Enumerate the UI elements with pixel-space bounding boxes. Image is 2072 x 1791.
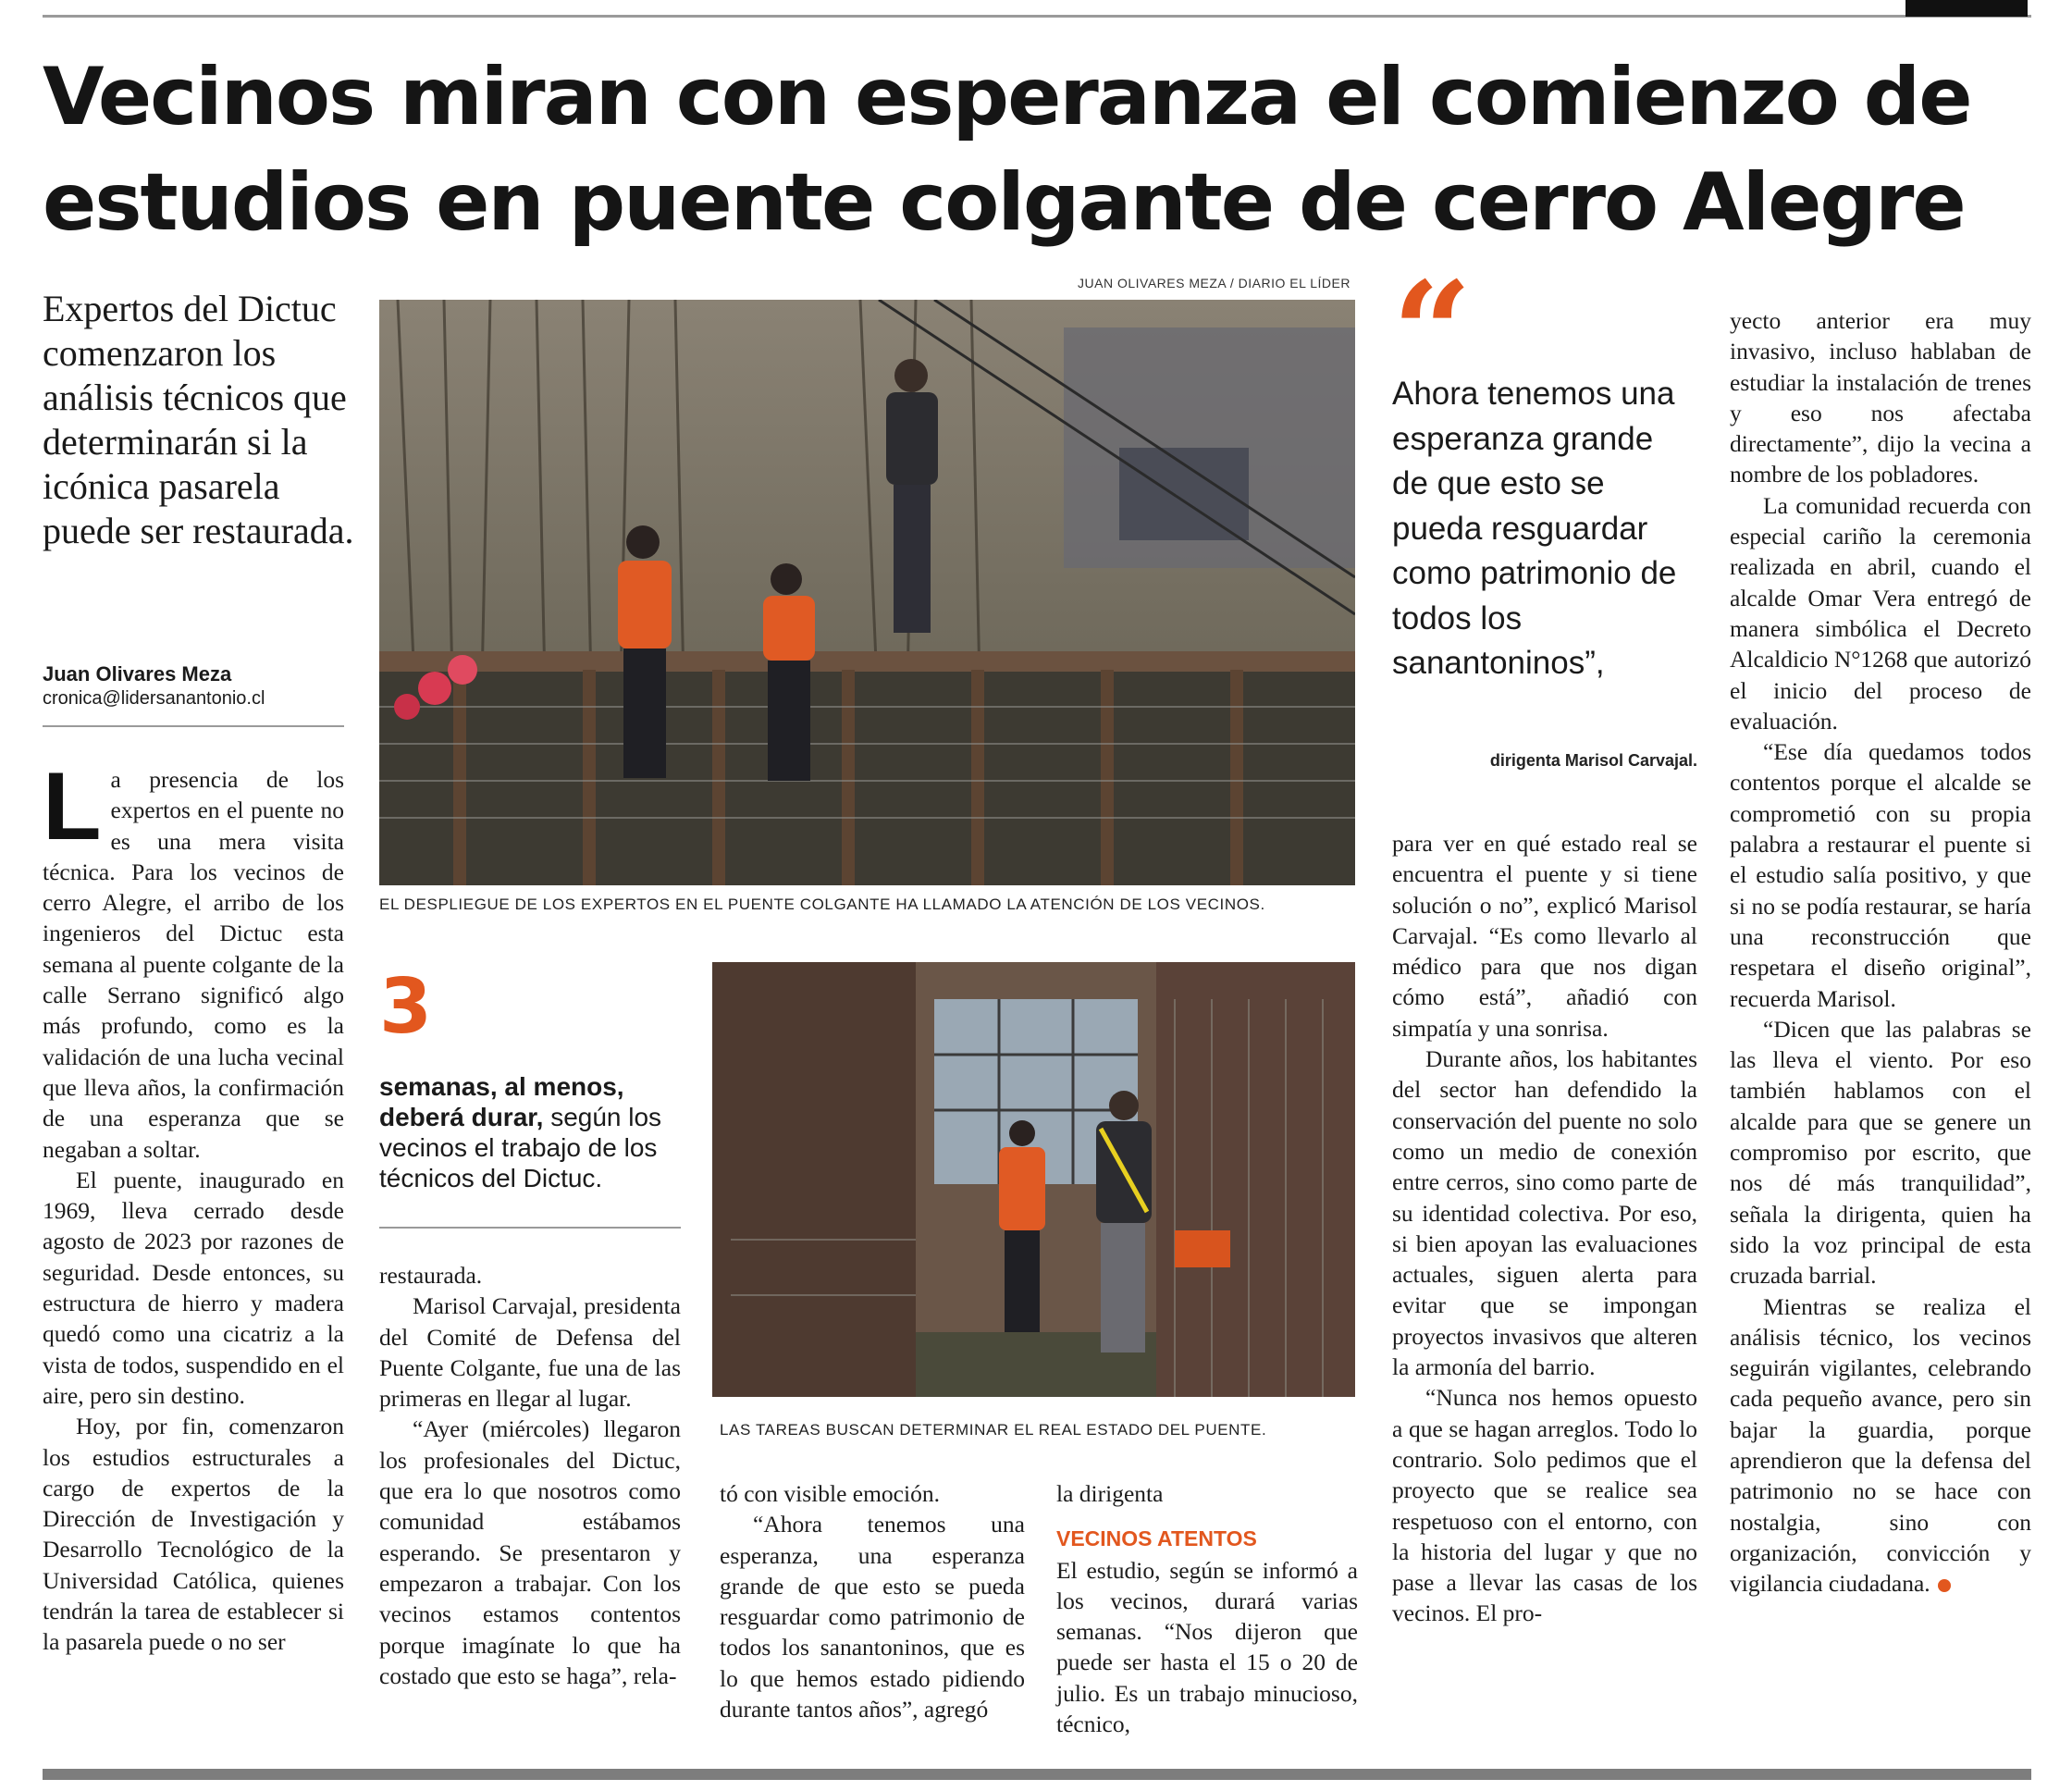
paragraph: “Ahora tenemos una esperanza, una esperanza grande de que esto se pueda resguardar como patrimonio de todos los sanantoninos, que es lo que hemos estado pidiendo durante tantos años”, agregó xyxy=(720,1511,1025,1723)
pull-quote: Ahora tenemos una esperanza grande de que esto se pueda resguardar como patrimonio de todos los sanantoninos”, xyxy=(1392,376,1677,681)
drop-cap: L xyxy=(43,753,102,860)
body-column-6 xyxy=(1730,305,2031,1599)
headline-line-2: estudios en puente colgante de cerro Alegre xyxy=(43,156,1965,249)
stat-description xyxy=(379,1071,675,1193)
photo-caption-1: EL DESPLIEGUE DE LOS EXPERTOS EN EL PUENTE COLGANTE HA LLAMADO LA ATENCIÓN DE LOS VECINOS. xyxy=(379,896,1265,913)
photo-caption-2: LAS TAREAS BUSCAN DETERMINAR EL REAL ESTADO DEL PUENTE. xyxy=(720,1421,1267,1439)
deck: Expertos del Dictuc comenzaron los análisis técnicos que determinarán si la icónica pasarela puede ser restaurada. xyxy=(43,288,354,551)
body-column-3 xyxy=(720,1478,1025,1724)
alley-photo xyxy=(712,962,1355,1397)
paragraph: La presencia de los expertos en el puente no es una mera visita técnica. Para los vecinos de cerro Alegre, el arribo de los ingenieros del Dictuc esta semana al puente colgante de la calle Serrano significó algo más profundo, como es la validación de una lucha vecinal que lleva años, la confirmación de una esperanza que se negaban a soltar. xyxy=(43,753,344,1163)
alley-photo-illustration xyxy=(712,962,1355,1397)
paragraph: tó con visible emoción. xyxy=(720,1480,940,1507)
top-rule xyxy=(43,15,2031,18)
paragraph: El estudio, según se informó a los vecinos, durará varias semanas. “Nos dijeron que puede ser hasta el 15 o 20 de julio. Es un trabajo minucioso, técnico, xyxy=(1056,1556,1358,1738)
stat-bold: semanas, al menos, deberá durar, xyxy=(379,1072,624,1131)
section-tab xyxy=(1906,0,2028,17)
paragraph: Mientras se realiza el análisis técnico, los vecinos seguirán vigilantes, celebrando cada pequeño avance, pero sin bajar la guardia, porque aprendieron que la defensa del patrimonio no se hace con nostalgia, sino con organización, convicción y vigilancia ciudadana. xyxy=(1730,1292,2031,1598)
bridge-photo xyxy=(379,300,1355,885)
stat-rest: según los vecinos el trabajo de los técnicos del Dictuc. xyxy=(379,1103,662,1192)
paragraph: “Ayer (miércoles) llegaron los profesionales del Dictuc, que era lo que nosotros como comunidad estábamos esperando. Se presentaron y empezaron a trabajar. Con los vecinos estamos contentos porque imagínate lo que ha costado que esto se haga”, rela- xyxy=(379,1415,681,1689)
bridge-photo-illustration xyxy=(379,300,1355,885)
paragraph: la dirigenta xyxy=(1056,1480,1164,1507)
quote-attribution: dirigenta Marisol Carvajal. xyxy=(1489,751,1697,770)
paragraph: yecto anterior era muy invasivo, incluso hablaban de estudiar la instalación de trenes y eso nos afectaba directamente”, dijo la vecina a nombre de los pobladores. xyxy=(1730,307,2031,488)
end-mark-icon xyxy=(1938,1579,1951,1592)
byline-divider xyxy=(43,725,344,727)
paragraph: para ver en qué estado real se encuentra el puente y si tiene solución o no”, explicó Marisol Carvajal. “Es como llevarlo al médico para que nos digan cómo está”, añadió con simpatía y una sonrisa. xyxy=(1392,830,1697,1042)
paragraph: “Ese día quedamos todos contentos porque el alcalde se comprometió con su propia palabra a restaurar el puente si el estudio salía positivo, y que si no se podía restaurar, se haría una reconstrucción que respetara el diseño original”, recuerda Marisol. xyxy=(1730,738,2031,1012)
paragraph: “Nunca nos hemos opuesto a que se hagan arreglos. Todo lo contrario. Solo pedimos que el proyecto que se realice sea respetuoso con el entorno, con la historia del lugar y que no pase a llevar las casas de los vecinos. El pro- xyxy=(1392,1384,1697,1627)
subhead: VECINOS ATENTOS xyxy=(1056,1526,1257,1551)
body-column-1 xyxy=(43,753,344,1658)
paragraph: Durante años, los habitantes del sector han defendido la conservación del puente no solo como un medio de conexión entre cerros, sino como parte de su identidad colectiva. Por eso, si bien apoyan las evaluaciones actuales, siguen alerta para evitar que se impongan proyectos invasivos que alteren la armonía del barrio. xyxy=(1392,1045,1697,1381)
paragraph: La comunidad recuerda con especial cariño la ceremonia realizada en abril, cuando el alcalde Omar Vera entregó de manera simbólica el Decreto Alcaldicio N°1268 que autorizó el inicio del proceso de evaluación. xyxy=(1730,491,2031,735)
photo-credit: JUAN OLIVARES MEZA / DIARIO EL LÍDER xyxy=(1078,276,1350,290)
paragraph: Hoy, por fin, comenzaron los estudios estructurales a cargo de expertos de la Dirección de Investigación y Desarrollo Tecnológico de la Universidad Católica, quienes tendrán la tarea de establecer si la pasarela puede o no ser xyxy=(43,1413,344,1656)
body-column-2 xyxy=(379,1260,681,1691)
quote-mark: “ xyxy=(1392,252,1473,414)
paragraph: restaurada. xyxy=(379,1262,483,1289)
paragraph: El puente, inaugurado en 1969, lleva cerrado desde agosto de 2023 por razones de seguridad. Desde entonces, su estructura de hierro y madera quedó como una cicatriz a la vista de todos, suspendido en el aire, pero sin destino. xyxy=(43,1166,344,1409)
stat-divider xyxy=(379,1227,681,1229)
body-column-4 xyxy=(1056,1478,1358,1739)
author-name: Juan Olivares Meza xyxy=(43,662,232,686)
bottom-rule xyxy=(43,1769,2031,1780)
body-column-5 xyxy=(1392,828,1697,1629)
paragraph: Marisol Carvajal, presidenta del Comité de Defensa del Puente Colgante, fue una de las primeras en llegar al lugar. xyxy=(379,1292,681,1413)
paragraph: “Dicen que las palabras se las lleva el viento. Por eso también hablamos con el alcalde para que se genere un compromiso por escrito, que nos dé más tranquilidad”, señala la dirigenta, quien ha sido la voz principal de esta cruzada barrial. xyxy=(1730,1015,2031,1290)
stat-number: 3 xyxy=(379,963,433,1051)
byline xyxy=(43,662,357,710)
headline xyxy=(43,44,2041,255)
headline-line-1: Vecinos miran con esperanza el comienzo de xyxy=(43,51,1971,143)
author-email: cronica@lidersanantonio.cl xyxy=(43,688,265,709)
